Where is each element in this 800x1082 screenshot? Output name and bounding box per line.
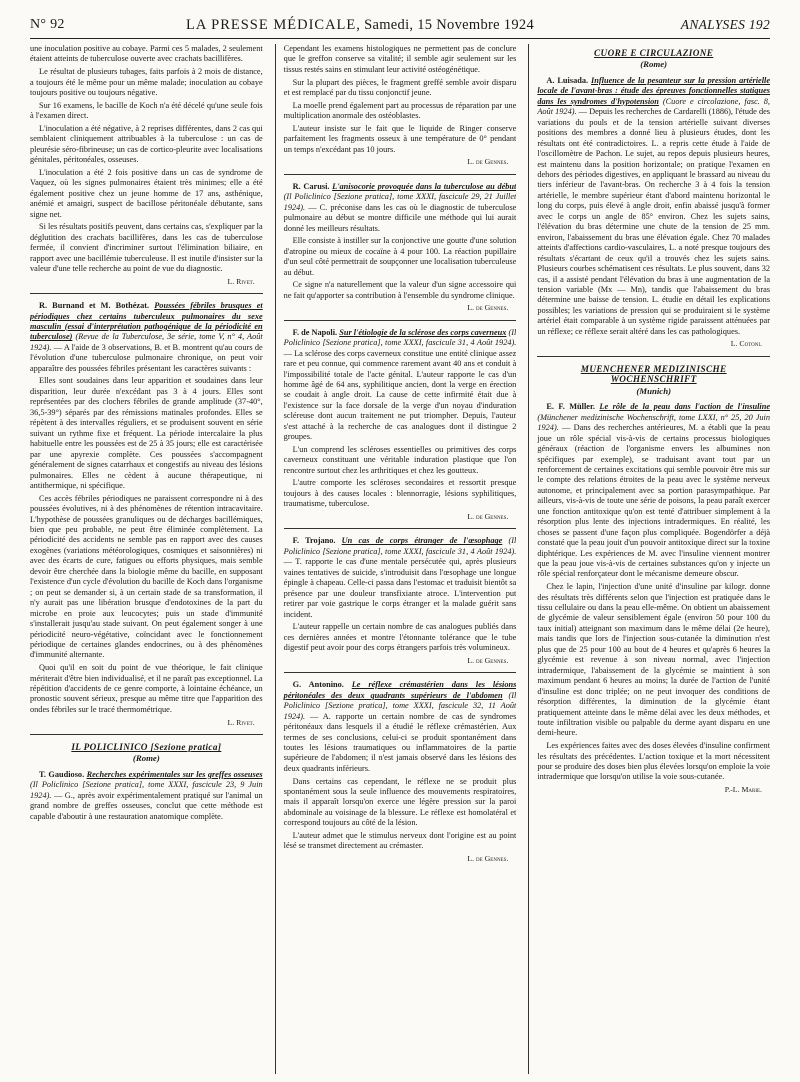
article-author: T. Gaudioso.: [39, 769, 85, 779]
article-reference: (Cuore e circolazione, fasc. 8, Août 1924).: [537, 96, 771, 117]
article-abstract: [537, 402, 770, 580]
signature: [284, 854, 517, 864]
article-text: — T. rapporte le cas d'une mentale persécutée qui, après plusieurs vaines tentatives de suicide, s'introduisit dans l'œsophage une longue épingle à chapeau. Celle-ci passa dans l'estomac et traduisit bientôt sa présence par une douleur transfixiante atroce. L'intervention put retirer par voie gastrique le corps étranger et la malade guérit sans incident.: [283, 557, 517, 619]
publication-name: LA PRESSE MÉDICALE: [185, 16, 357, 33]
paragraph: L'auteur rappelle un certain nombre de cas analogues publiés dans ces dernières années et montre l'étonnante tolérance que le tube digestif peut avoir pour des corps étrangers parfois très volumineux.: [283, 622, 517, 653]
divider: [284, 528, 517, 529]
article-reference: (Il Policlinico [Sezione pratica], tome XXXI, fascicule 31, 4 Août 1924).: [283, 327, 517, 348]
paragraph: Si les résultats positifs peuvent, dans certains cas, s'expliquer par la déglutition des crachats bacillifères, dans les cas de tuberculose fermée, il convient d'incriminer surtout l'élimination biliaire, en rapport avec une bacillémie tuberculeuse. Il est inutile d'insister sur la valeur d'une telle recherche au point de vue du diagnostic.: [30, 222, 263, 273]
signature-name: L. de Gennes.: [467, 157, 509, 167]
article-abstract: [284, 680, 517, 774]
paragraph: L'inoculation a été négative, à 2 reprises différentes, dans 2 cas qui semblaient cliniquement attribuables à la tuberculose : un cas de pleurésie séro-fibrineuse; un cas de cortico-pleurite avec localisations génitales, péritonéales, osseuses.: [30, 123, 263, 165]
signature: [284, 656, 517, 666]
article-author: R. Carusi.: [292, 181, 330, 191]
article-title: Un cas de corps étranger de l'œsophage: [341, 536, 503, 546]
section-label: ANALYSES 192: [680, 17, 770, 32]
page-number: N° 92: [30, 17, 65, 32]
article-reference: (Il Policlinico [Sezione pratica], tome XXXI, fascicule 23, 9 Juin 1924).: [30, 780, 263, 800]
divider: [537, 356, 770, 357]
article-text: — La sclérose des corps caverneux constitue une entité clinique assez rare et peu connue, qui commence rarement avant 40 ans et conduit à l'impossibilité totale de l'acte génital. L'auteur rapporte le cas d'un homme âgé de 64 ans, syphilitique ancien, dont la verge en érection se coudait à angle droit. La cause de cette infirmité était due à l'existence sur la face dorsale de la verge d'un noyau d'induration scléreuse dont aucun traitement ne put triompher. Depuis, l'auteur s'est attaché à la recherche de cas analogues dont il distingue 2 groupes.: [283, 348, 517, 442]
article-title: Recherches expérimentales sur les greffes osseuses: [86, 769, 263, 779]
article-abstract: [284, 328, 517, 443]
page-header: [30, 12, 770, 39]
signature: [284, 157, 517, 167]
article-reference: (Il Policlinico [Sezione pratica], tome XXXI, fascicule 31, 4 Août 1924).: [283, 536, 517, 556]
paragraph: Les expériences faites avec des doses élevées d'insuline confirment les résultats des précédentes. L'action toxique et la mort nécessitent pour se produire des doses bien plus élevées lorsqu'on emploie la voie intradermique que lorsqu'on utilise la voie sous-cutanée.: [537, 741, 771, 782]
article-reference: (Il Policlinico [Sezione pratica], tome XXXI, fascicule 32, 11 Août 1924).: [283, 690, 517, 721]
article-abstract: [537, 76, 770, 337]
paragraph: Quoi qu'il en soit du point de vue théorique, le fait clinique mériterait d'être bien individualisé, et il ne paraît pas exceptionnel. La répétition d'accidents de ce genre comporte, à lointaine échéance, un pronostic souvent sérieux, presque au même titre que l'apparition des ondes fébriles sur le tracé thermométrique.: [30, 663, 263, 714]
article-author: E. F. Müller.: [546, 402, 595, 412]
article-text: — C. préconise dans les cas où le diagnostic de tuberculose pulmonaire au début se montre difficile une méthode qui lui aurait donné les meilleurs résultats.: [283, 202, 517, 233]
signature-name: L. de Gennes.: [467, 303, 509, 313]
signature: [284, 303, 517, 313]
article-reference: (Münchener medizinische Wochenschrift, tome LXXI, n° 25, 20 Juin 1924).: [537, 412, 771, 433]
article-author: F. de Napoli.: [292, 327, 338, 337]
paragraph: Ces accès fébriles périodiques ne paraissent correspondre ni à des poussées évolutives, ni à des phénomènes de rétention intracavitaire. L'hypothèse de poussées granuliques ou de décharges bacillémiques, bien que peu probable, ne peut être éliminée complètement. La périodicité des accidents ne semble pas en rapport avec des causes exogènes (variations météorologiques, cosmiques et saisonnières) ni avec des écarts de cure, fatigues ou efforts physiques, mais semble devoir être cherchée dans la biologie même du bacille, en supposant l'existence d'un cycle d'évolution du bacille de Koch dans l'organisme ; on peut se demander si, à un certain stade de sa transformation, il n'y aurait pas une libération brusque d'endotoxines de la part du microbe en proie aux leucocytes; puis un stade d'immunité s'installerait jusqu'au stade suivant. On peut également songer à une périodicité neuro-végétative, coïncidant avec le fonctionnement périodique de certaines glandes endocrines, ou à des phénomènes d'immunité alternante.: [30, 493, 263, 660]
divider: [284, 672, 517, 673]
paragraph: L'un comprend les scléroses essentielles ou primitives des corps caverneux constituant une véritable induration plastique que l'on rencontre surtout chez les arthritiques et chez les goutteux.: [283, 444, 517, 475]
divider: [30, 293, 263, 294]
signature-name: L. Cotoni.: [730, 339, 763, 349]
issue-date: , Samedi, 15 Novembre 1924: [356, 16, 534, 33]
signature: [537, 785, 770, 795]
article-title: Le réflexe crémastérien dans les lésions péritonéales des deux quadrants supérieurs de l'abdomen: [283, 680, 517, 700]
paragraph: Elles sont soudaines dans leur apparition et soudaines dans leur disparition, leur durée n'excédant pas 3 à 4 jours. Elles sont représentées par des clochers fébriles de grande amplitude (37-40°, 36,5-39°) séparés par des rémissions matinales profondes. Elles se répètent à des intervalles réguliers, et se produisent souvent en série suivant un rythme fixe et fréquent. La période intercalaire la plus habituelle entre les poussées est de 25 à 35 jours; elle est caractérisée par une apyrexie complète. Ces poussées s'accompagnent généralement de signes catarrhaux et congestifs au niveau des lésions pulmonaires. Elles ne cèdent à aucune thérapeutique, ni antithermique, ni spécifique.: [30, 376, 263, 490]
article-abstract: [284, 182, 517, 234]
signature: [284, 512, 517, 522]
paragraph: Ce signe n'a naturellement que la valeur d'un signe accessoire qui ne fait qu'apporter sa contribution à l'ensemble du syndrome clinique.: [283, 280, 517, 300]
article-columns: [30, 44, 770, 1074]
signature: [30, 718, 263, 728]
publication-title: [100, 17, 620, 34]
signature: [537, 339, 770, 349]
signature-name: P.-L. Marie.: [724, 785, 763, 795]
article-reference: (Il Policlinico [Sezione pratica], tome XXXI, fascicule 29, 21 Juillet 1924).: [283, 192, 517, 212]
paragraph: Sur la plupart des pièces, le fragment greffé semble avoir disparu et est remplacé par du tissu conjonctif jeune.: [283, 77, 517, 97]
divider: [284, 174, 517, 175]
signature-name: L. Rivet.: [227, 717, 255, 727]
article-text: — G., après avoir expérimentalement pratiqué sur l'animal un grand nombre de greffes osseuses, conclut que cette méthode est capable d'aboutir à une restauration anatomique complète.: [30, 790, 263, 821]
journal-city: (Rome): [132, 753, 160, 764]
paragraph: Sur 16 examens, le bacille de Koch n'a été décelé qu'une seule fois à l'examen direct.: [30, 100, 263, 121]
paragraph: Le résultat de plusieurs tubages, faits parfois à 2 mois de distance, a toujours été le même pour un même malade; inoculation au cobaye toujours positive ou toujours négative.: [30, 67, 263, 97]
article-author: R. Burnand et M. Bothézat.: [39, 301, 150, 311]
article-title: Sur l'étiologie de la sclérose des corps caverneux: [339, 327, 507, 337]
column-middle: [275, 44, 517, 1074]
article-author: F. Trojano.: [292, 536, 336, 546]
paragraph: L'autre comporte les scléroses secondaires et ressortit presque toujours à des causes locales : blennorragie, lésions syphilitiques, traumatisme, tuberculose.: [283, 478, 517, 509]
divider: [30, 734, 263, 735]
article-text: — Depuis les recherches de Cardarelli (1886), l'étude des variations du pouls et de la tension artérielle suivant diverses positions des membres a donné lieu à plusieurs études, dont les résultats ont été contradictoires. L. a repris cette étude à l'aide de l'oscillomètre de Pachon. Le sujet, au repos depuis plusieurs heures, est maintenu dans la position horizontale; on pratique l'examen en dehors des périodes digestives, en appliquant le brassard au niveau du tiers inférieur de l'avant-bras. On recherche 3 à 4 fois la tension artérielle, le membre supérieur étant d'abord maintenu horizontal le long du corps, puis élevé à angle droit, enfin abaissé jusqu'à former avec le corps un angle de 85° environ. Chez les sujets sains, l'élévation du bras détermine une chute de la tension de 25 mm. environ, l'abaissement du bras une élévation égale. Chez 70 malades atteints d'affections cardio-vasculaires, L. a noté presque toujours des résultats s'écartant de ceux qu'il a trouvés chez les sujets sains. Plusieurs courbes schématisent ces résultats. Le plus souvent, dans 32 cas, il a assisté pendant l'élévation du bras à une augmentation de la tension variable (Mx — Mn), tandis que l'abaissement du bras détermine une baisse de tension. L. étudie en détail les explications possibles; les variations de pression qui se produiraient si le système artériel était comparable à un système rigide paraissent atténuées par un réflexe; ce réflexe serait altéré dans les cas pathologiques.: [537, 107, 771, 336]
signature: [30, 277, 263, 287]
paragraph: Chez le lapin, l'injection d'une unité d'insuline par kilogr. donne des résultats très différents selon que l'injection est pratiquée dans le tissu cellulaire ou dans la peau elle-même. On obtient un abaissement de glycémie de valeur sensiblement égale (environ 50 pour 100 du taux initial) atteignant son maximum dans le même délai (2e heure), mais tandis que lors de l'injection sous-cutanée la diminution n'est plus que de 25 pour 100 au bout de 4 heures et qu'après 6 heures la glycémie est revenue à son niveau normal, avec l'injection intradermique, l'abaissement de la glycémie se maintient à son maximum pendant 6 heures au moins; la durée de l'action de l'unité d'insuline est donc triplée; on ne peut invoquer des conditions de résorption différentes, la diminution de la glycémie étant pratiquement atteinte dans le même délai avec les deux méthodes, et toute infiltration visible ou palpable du derme ayant disparu en une demi-heure.: [537, 582, 771, 738]
journal-heading: CUORE E CIRCULAZIONE: [594, 48, 714, 58]
article-author: A. Luisada.: [546, 75, 589, 85]
journal-heading: MUENCHENER MEDIZINISCHE WOCHENSCHRIFT: [580, 363, 727, 385]
signature-name: L. de Gennes.: [467, 655, 509, 665]
article-title: Le rôle de la peau dans l'action de l'insuline: [599, 402, 771, 412]
article-author: G. Antonino.: [292, 680, 344, 690]
signature-name: L. de Gennes.: [467, 512, 509, 521]
paragraph: L'auteur insiste sur le fait que le liquide de Ringer conserve parfaitement les fragments osseux à une température de 0° pendant un temps n'excédant pas 10 jours.: [283, 123, 517, 154]
article-abstract: [30, 770, 263, 822]
paragraph: Dans certains cas cependant, le réflexe ne se produit plus spontanément sous la seule influence des mouvements respiratoires, mais il apparaît lorsqu'on exerce une légère pression sur la paroi abdominale au voisinage de la blessure. Le réflexe est homolatéral et correspond toujours au côté de la lésion.: [283, 776, 517, 828]
paragraph: L'inoculation a été 2 fois positive dans un cas de syndrome de Vaquez, où les signes pulmonaires étaient très minimes; elle a été également positive chez un jeune homme de 17 ans, asthénique, anémié et amaigri, suspect de bacillose péritonéale débutante, sans signe net.: [30, 167, 263, 219]
article-text: — A. rapporte un certain nombre de cas de syndromes péritonéaux dans lesquels il a étudié le réflexe crémastérien. Aux termes de ses conclusions, celui-ci se produit spontanément dans toutes les lésions traumatiques ou inflammatoires de la partie supérieure de l'abdomen; il n'est jamais observé dans les lésions des deux quadrants inférieurs.: [283, 711, 517, 773]
paragraph: Cependant les examens histologiques ne permettent pas de conclure que le greffon conserve sa vitalité; il semble agir seulement sur les tissus restés sains en stimulant leur activité ostéogénétique.: [283, 44, 517, 74]
signature-name: L. de Gennes.: [467, 854, 509, 864]
article-title: L'anisocorie provoquée dans la tuberculose au début: [332, 181, 517, 191]
article-reference: (Revue de la Tuberculose, 3e série, tome V, n° 4, Août 1924).: [30, 332, 263, 352]
paragraph: La moelle prend également part au processus de réparation par une multiplication anormale des ostéoblastes.: [283, 100, 517, 121]
article-title: Influence de la pesanteur sur la pression artérielle locale de l'avant-bras : étude des épreuves fonctionnelles statiques dans les syndromes d'hypotension: [537, 75, 771, 106]
paragraph: Elle consiste à instiller sur la conjonctive une goutte d'une solution d'atropine ou mieux de cocaïne à 4 pour 100. La réaction pupillaire d'un seul côté permettrait de soupçonner une localisation tuberculeuse au début.: [283, 236, 517, 277]
signature-name: L. Rivet.: [227, 276, 255, 286]
article-abstract: [30, 301, 263, 374]
column-right: [528, 44, 770, 1074]
journal-city: (Rome): [640, 59, 668, 70]
column-left: [30, 44, 263, 1074]
journal-city: (Munich): [636, 385, 672, 396]
article-abstract: [284, 536, 517, 620]
divider: [284, 320, 517, 321]
article-text: — Dans des recherches antérieures, M. a établi que la peau joue un rôle spécial vis-à-vis de certains processus biologiques généraux (réaction de l'organisme envers les albumines non spécifiques par exemple), se traduisant avant tout par un renforcement de certaines excitations qui semble pouvoir être mis sur le compte des relations étroites de la peau avec le système nerveux autonome, et principalement avec sa portion parasympathique. Par ailleurs, vis-à-vis de toute une série de poisons, la peau paraît exercer une fonction antitoxique qu'on est tenté d'attribuer simplement à la résorption plus lente des injections intradermiques. En réalité, les choses se passent d'une façon plus compliquée. Bogendörfer a déjà constaté que la peau jouit d'un pouvoir antitoxique direct sur la toxine diphtérique. Les expériences de M. avec l'insuline viennent montrer que la peau joue vis-à-vis de certaines substances qu'on y injecte un rôle spécial renforçateur dont le mécanisme demeure obscur.: [537, 423, 771, 579]
paragraph: L'auteur admet que le stimulus nerveux dont l'origine est au point lésé se transmet directement au crémaster.: [283, 830, 517, 851]
journal-heading: IL POLICLINICO [Sezione pratica]: [71, 741, 222, 752]
paragraph: une inoculation positive au cobaye. Parmi ces 5 malades, 2 seulement étaient atteints de tuberculose ouverte avec crachats bacillifères.: [30, 44, 263, 64]
article-title: Poussées fébriles brusques et périodiques chez certains tuberculeux pulmonaires du sexe masculin (essai d'interprétation pathogénique de la périodicité en tuberculose): [30, 301, 263, 342]
article-text: — A l'aide de 3 observations, B. et B. montrent qu'au cours de l'évolution d'une tuberculose pulmonaire chronique, on peut voir apparaître des poussées fébriles présentant les caractères suivants :: [30, 342, 263, 373]
